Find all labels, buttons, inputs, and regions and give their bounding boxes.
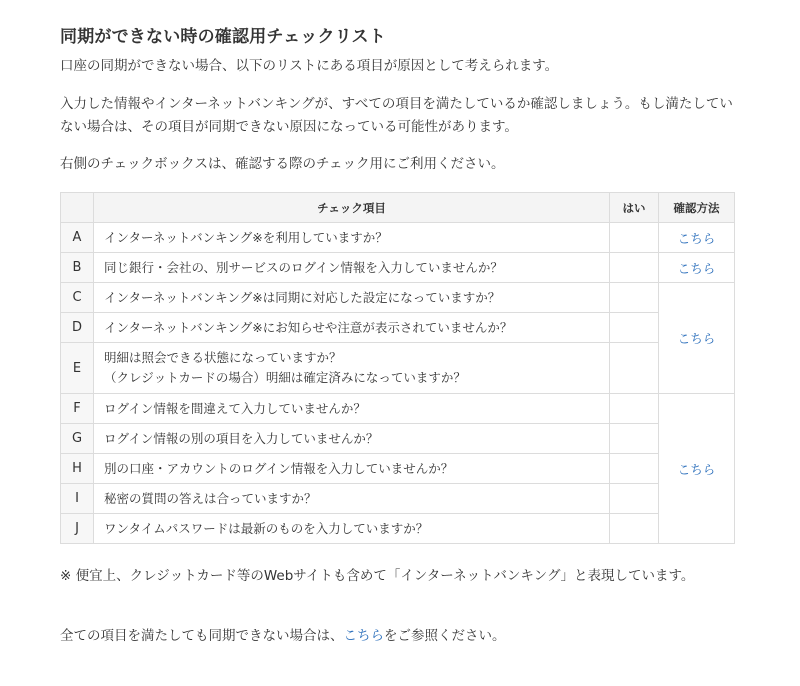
table-row xyxy=(61,313,735,343)
row-question: 別の口座・アカウントのログイン情報を入力していませんか？ xyxy=(94,454,610,484)
yes-checkbox[interactable] xyxy=(610,454,659,484)
row-question: インターネットバンキング※を利用していますか？ xyxy=(94,223,610,253)
header-label xyxy=(61,193,94,223)
header-yes: はい xyxy=(610,193,659,223)
footer-pre: 全ての項目を満たしても同期できない場合は、 xyxy=(60,628,344,644)
yes-checkbox[interactable] xyxy=(610,343,659,394)
row-label: A xyxy=(61,223,94,253)
row-question-line: （クレジットカードの場合）明細は確定済みになっていますか？ xyxy=(104,370,466,385)
footer-link[interactable]: こちら xyxy=(343,628,384,644)
yes-checkbox[interactable] xyxy=(610,283,659,313)
yes-checkbox[interactable] xyxy=(610,514,659,544)
yes-checkbox[interactable] xyxy=(610,313,659,343)
row-question: インターネットバンキング※にお知らせや注意が表示されていませんか？ xyxy=(94,313,610,343)
row-label: D xyxy=(61,313,94,343)
footer-text xyxy=(60,625,506,648)
table-header xyxy=(61,193,735,223)
instruction-text: 入力した情報やインターネットバンキングが、すべての項目を満たしているか確認しましょう。もし満たしていない場合は、その項目が同期できない原因になっている可能性があります。 xyxy=(60,96,733,135)
row-label: G xyxy=(61,424,94,454)
table-row xyxy=(61,343,735,394)
table-row xyxy=(61,424,735,454)
table-row xyxy=(61,484,735,514)
table-row xyxy=(61,454,735,484)
table-row xyxy=(61,253,735,283)
table-row xyxy=(61,283,735,313)
header-method: 確認方法 xyxy=(659,193,735,223)
row-question-line: 明細は照会できる状態になっていますか？ xyxy=(104,350,342,365)
row-label: J xyxy=(61,514,94,544)
checkbox-note: 右側のチェックボックスは、確認する際のチェック用にご利用ください。 xyxy=(60,156,505,172)
row-label: E xyxy=(61,343,94,394)
yes-checkbox[interactable] xyxy=(610,223,659,253)
yes-checkbox[interactable] xyxy=(610,424,659,454)
row-question: ログイン情報を間違えて入力していませんか？ xyxy=(94,394,610,424)
row-label: H xyxy=(61,454,94,484)
row-question: 同じ銀行・会社の、別サービスのログイン情報を入力していませんか？ xyxy=(94,253,610,283)
row-label: B xyxy=(61,253,94,283)
yes-checkbox[interactable] xyxy=(610,394,659,424)
table-row xyxy=(61,394,735,424)
header-item: チェック項目 xyxy=(94,193,610,223)
page-title: 同期ができない時の確認用チェックリスト xyxy=(60,27,386,47)
method-link[interactable]: こちら xyxy=(677,461,716,477)
row-question: 秘密の質問の答えは合っていますか？ xyxy=(94,484,610,514)
method-link[interactable]: こちら xyxy=(677,331,716,346)
yes-checkbox[interactable] xyxy=(610,253,659,283)
yes-checkbox[interactable] xyxy=(610,484,659,514)
method-link[interactable]: こちら xyxy=(677,260,716,276)
checklist-table xyxy=(60,192,735,544)
table-row xyxy=(61,223,735,253)
row-label: F xyxy=(61,394,94,424)
method-link[interactable]: こちら xyxy=(677,230,716,246)
footer-post: をご参照ください。 xyxy=(384,628,506,644)
row-question: ログイン情報の別の項目を入力していませんか？ xyxy=(94,424,610,454)
row-question: ワンタイムパスワードは最新のものを入力していますか？ xyxy=(94,514,610,544)
row-label: I xyxy=(61,484,94,514)
footnote: ※ 便宜上、クレジットカード等のWebサイトも含めて「インターネットバンキング」と表現しています。 xyxy=(60,568,695,584)
table-row xyxy=(61,514,735,544)
row-question xyxy=(94,343,610,394)
intro-text: 口座の同期ができない場合、以下のリストにある項目が原因として考えられます。 xyxy=(60,58,559,74)
row-question: インターネットバンキング※は同期に対応した設定になっていますか？ xyxy=(94,283,610,313)
row-label: C xyxy=(61,283,94,313)
